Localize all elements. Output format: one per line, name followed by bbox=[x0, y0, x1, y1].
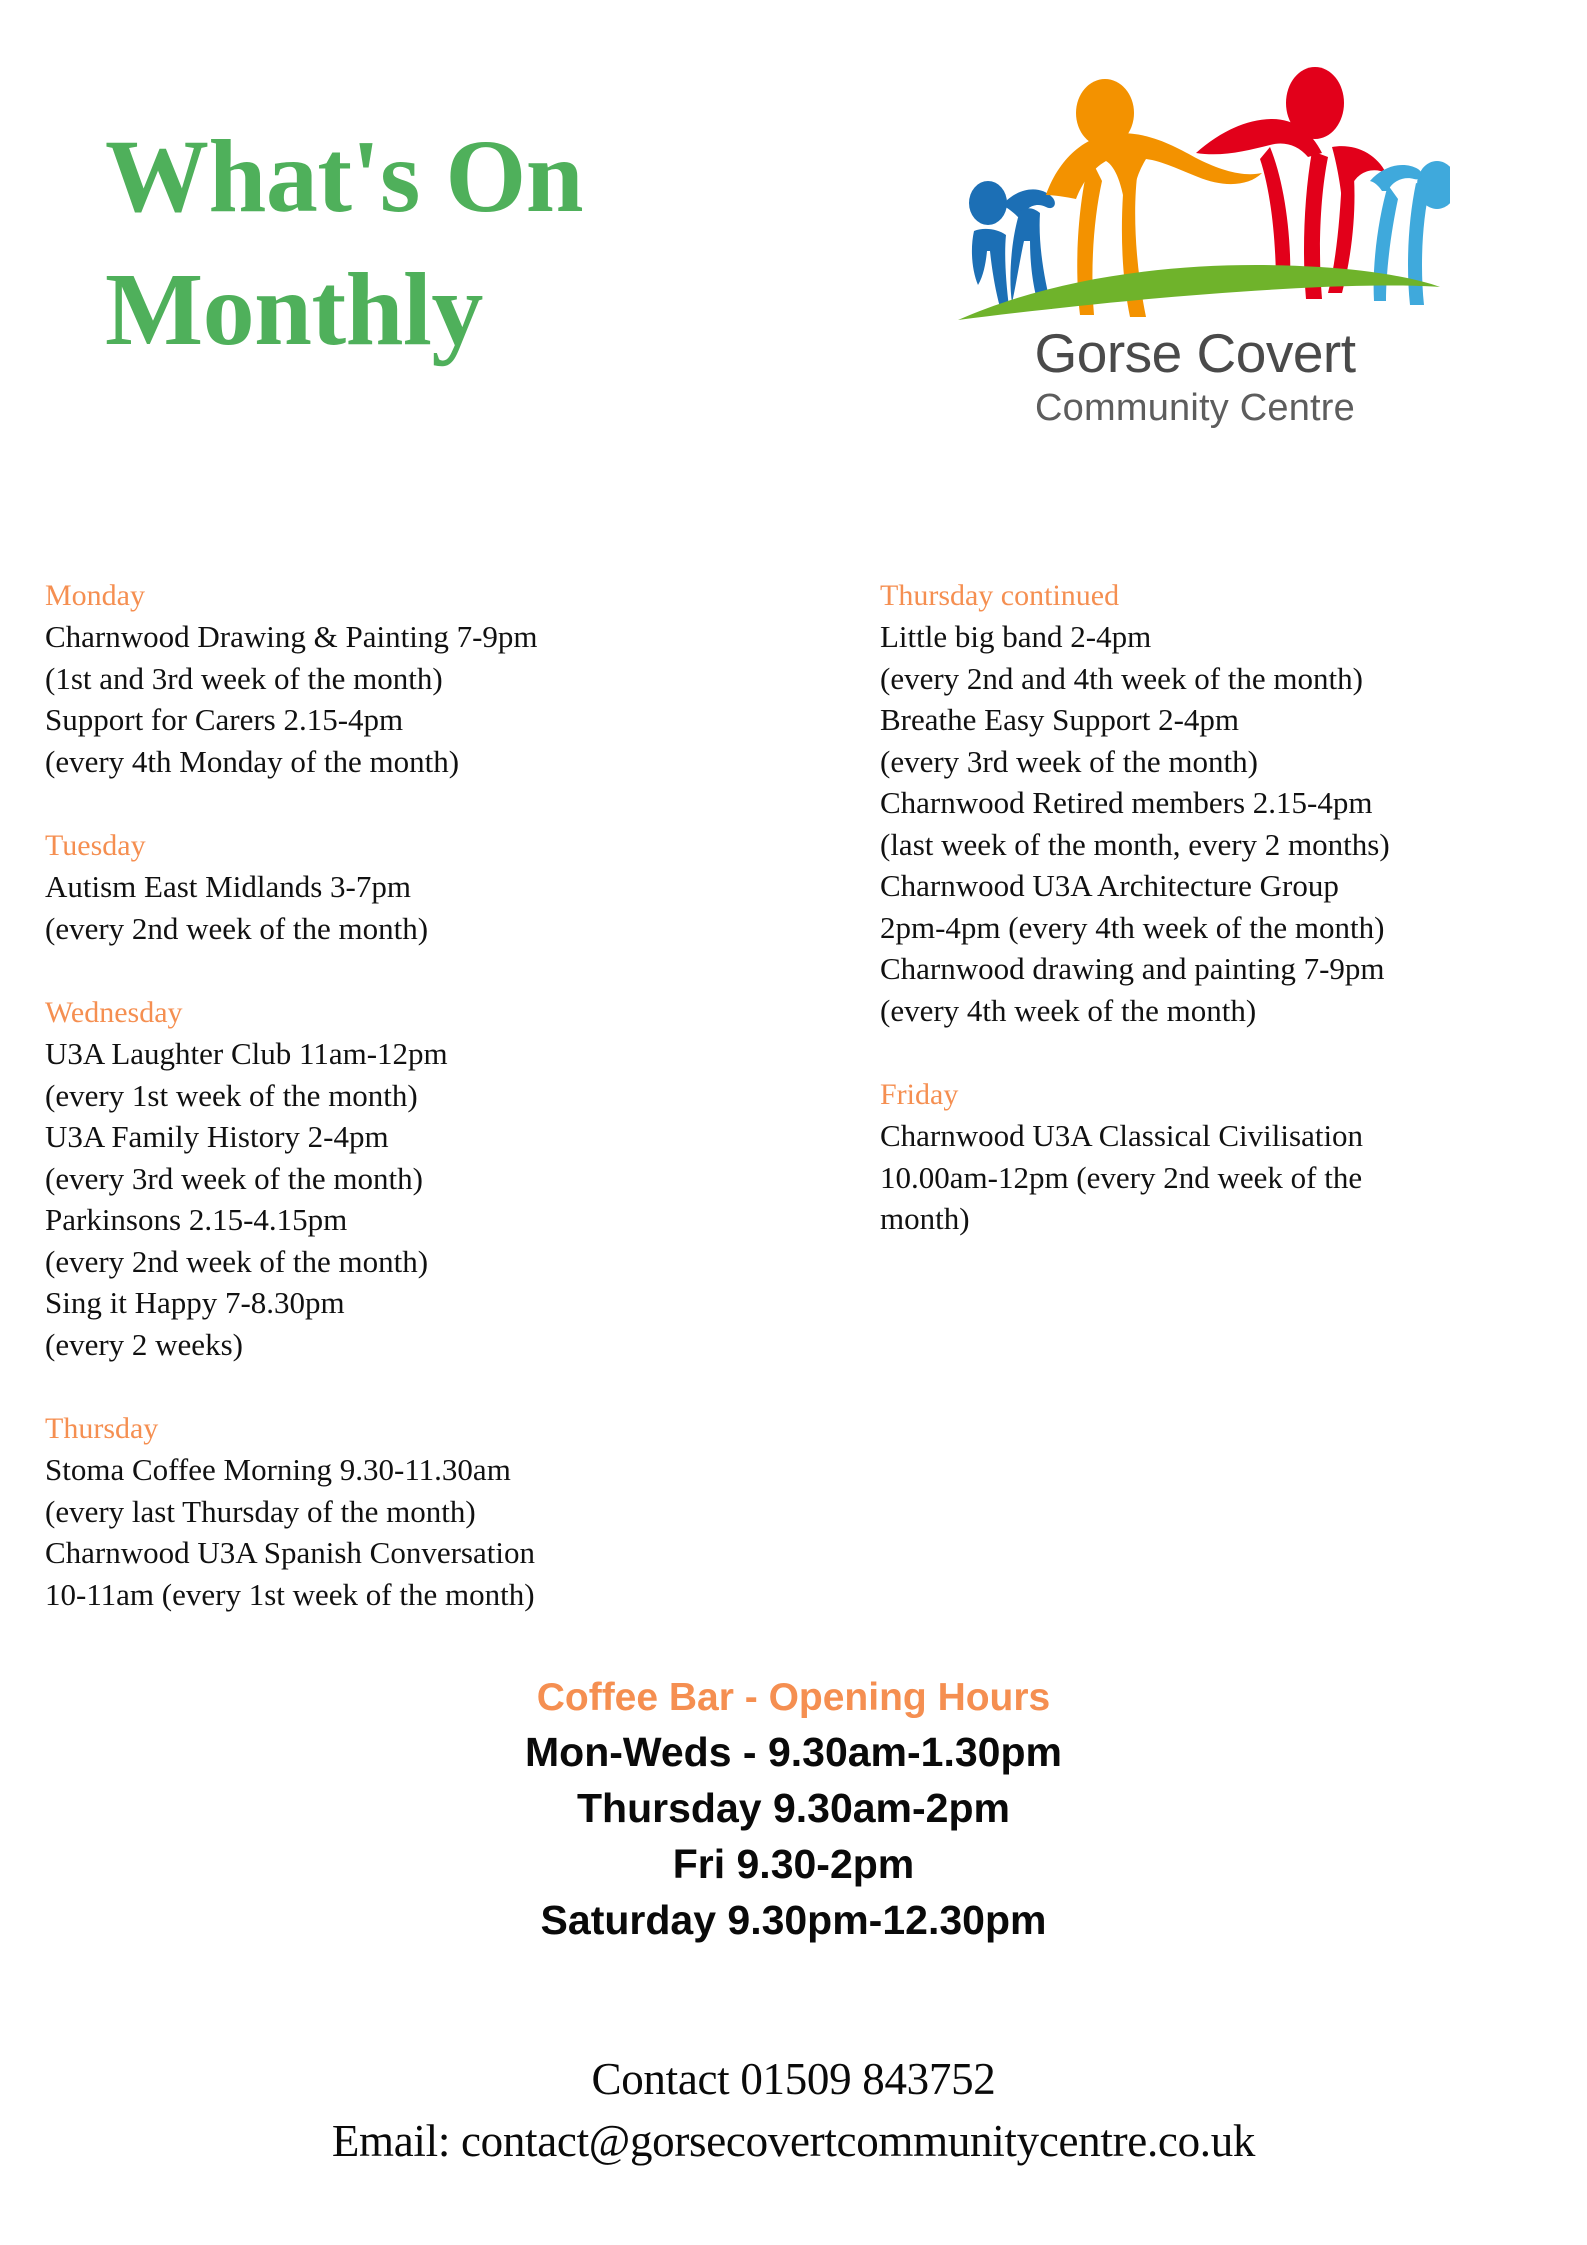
schedule-entry-line: (every 2 weeks) bbox=[45, 1326, 243, 1362]
contact-phone-line: Contact 01509 843752 bbox=[591, 2054, 996, 2104]
schedule-entry-line: Support for Carers 2.15-4pm bbox=[45, 702, 404, 737]
logo bbox=[940, 35, 1450, 435]
coffee-bar-section bbox=[0, 1672, 1587, 1948]
community-centre-logo-icon bbox=[940, 35, 1450, 325]
schedule-entry-line: 10-11am (every 1st week of the month) bbox=[45, 1576, 535, 1612]
day-heading: Wednesday bbox=[45, 996, 183, 1029]
day-heading: Thursday continued bbox=[880, 579, 1120, 612]
schedule-entry-line: (every last Thursday of the month) bbox=[45, 1493, 476, 1529]
schedule-right-column bbox=[880, 575, 1540, 1240]
schedule-entry-line: Charnwood drawing and painting 7-9pm bbox=[880, 951, 1385, 986]
contact-footer bbox=[0, 2048, 1587, 2172]
page-header bbox=[0, 0, 1587, 500]
day-block bbox=[45, 825, 835, 949]
schedule-entry-line: U3A Family History 2-4pm bbox=[45, 1119, 389, 1154]
coffee-bar-hours-line: Saturday 9.30pm-12.30pm bbox=[540, 1897, 1047, 1943]
schedule-entry-line: Sing it Happy 7-8.30pm bbox=[45, 1285, 345, 1320]
day-block bbox=[880, 1074, 1540, 1240]
coffee-bar-title: Coffee Bar - Opening Hours bbox=[536, 1676, 1051, 1719]
day-block bbox=[45, 575, 835, 782]
coffee-bar-hours-line: Mon-Weds - 9.30am-1.30pm bbox=[525, 1729, 1062, 1775]
coffee-bar-hours-line: Fri 9.30-2pm bbox=[672, 1841, 915, 1887]
schedule-entry-line: (every 1st week of the month) bbox=[45, 1077, 418, 1113]
page-title-line-2: Monthly bbox=[105, 252, 483, 368]
schedule-entry-line: (every 3rd week of the month) bbox=[45, 1160, 423, 1196]
page-title-line-1: What's On bbox=[105, 119, 584, 234]
schedule-entry-line: Charnwood U3A Spanish Conversation bbox=[45, 1535, 535, 1570]
schedule-entry-line: (every 2nd week of the month) bbox=[45, 910, 429, 946]
day-heading: Friday bbox=[880, 1078, 959, 1111]
day-heading: Thursday bbox=[45, 1412, 159, 1445]
schedule-entry-line: U3A Laughter Club 11am-12pm bbox=[45, 1036, 448, 1071]
day-block bbox=[880, 575, 1540, 1031]
page-title bbox=[105, 110, 745, 376]
coffee-bar-hours-line: Thursday 9.30am-2pm bbox=[577, 1785, 1010, 1831]
schedule-entry-line: Charnwood U3A Classical Civilisation bbox=[880, 1118, 1364, 1153]
schedule-entry-line: Breathe Easy Support 2-4pm bbox=[880, 702, 1240, 737]
schedule-entry-line: month) bbox=[880, 1201, 970, 1236]
schedule-entry-line: (last week of the month, every 2 months) bbox=[880, 826, 1390, 862]
day-block bbox=[45, 992, 835, 1365]
schedule-entry-line: (every 2nd week of the month) bbox=[45, 1243, 429, 1279]
schedule-left-column bbox=[45, 575, 835, 1615]
schedule-entry-line: Charnwood U3A Architecture Group bbox=[880, 868, 1339, 903]
logo-subtitle: Community Centre bbox=[1035, 387, 1355, 429]
schedule-entry-line: (every 4th Monday of the month) bbox=[45, 743, 460, 779]
schedule-entry-line: 10.00am-12pm (every 2nd week of the bbox=[880, 1159, 1363, 1195]
schedule-entry-line: Charnwood Drawing & Painting 7-9pm bbox=[45, 619, 538, 654]
schedule-entry-line: Charnwood Retired members 2.15-4pm bbox=[880, 785, 1373, 820]
schedule-entry-line: (every 4th week of the month) bbox=[880, 992, 1257, 1028]
schedule-entry-line: (every 3rd week of the month) bbox=[880, 743, 1258, 779]
schedule-entry-line: (1st and 3rd week of the month) bbox=[45, 660, 443, 696]
schedule-entry-line: Parkinsons 2.15-4.15pm bbox=[45, 1202, 348, 1237]
schedule-entry-line: Stoma Coffee Morning 9.30-11.30am bbox=[45, 1452, 511, 1487]
day-heading: Tuesday bbox=[45, 829, 146, 862]
day-block bbox=[45, 1408, 835, 1615]
coffee-bar-hours bbox=[0, 1724, 1587, 1948]
logo-name: Gorse Covert bbox=[1034, 322, 1356, 384]
schedule-entry-line: Little big band 2-4pm bbox=[880, 619, 1152, 654]
contact-email-line: Email: contact@gorsecovertcommunitycentre.co.uk bbox=[331, 2116, 1256, 2166]
schedule-entry-line: Autism East Midlands 3-7pm bbox=[45, 869, 411, 904]
schedule-entry-line: 2pm-4pm (every 4th week of the month) bbox=[880, 909, 1385, 945]
day-heading: Monday bbox=[45, 579, 145, 612]
schedule-entry-line: (every 2nd and 4th week of the month) bbox=[880, 660, 1363, 696]
